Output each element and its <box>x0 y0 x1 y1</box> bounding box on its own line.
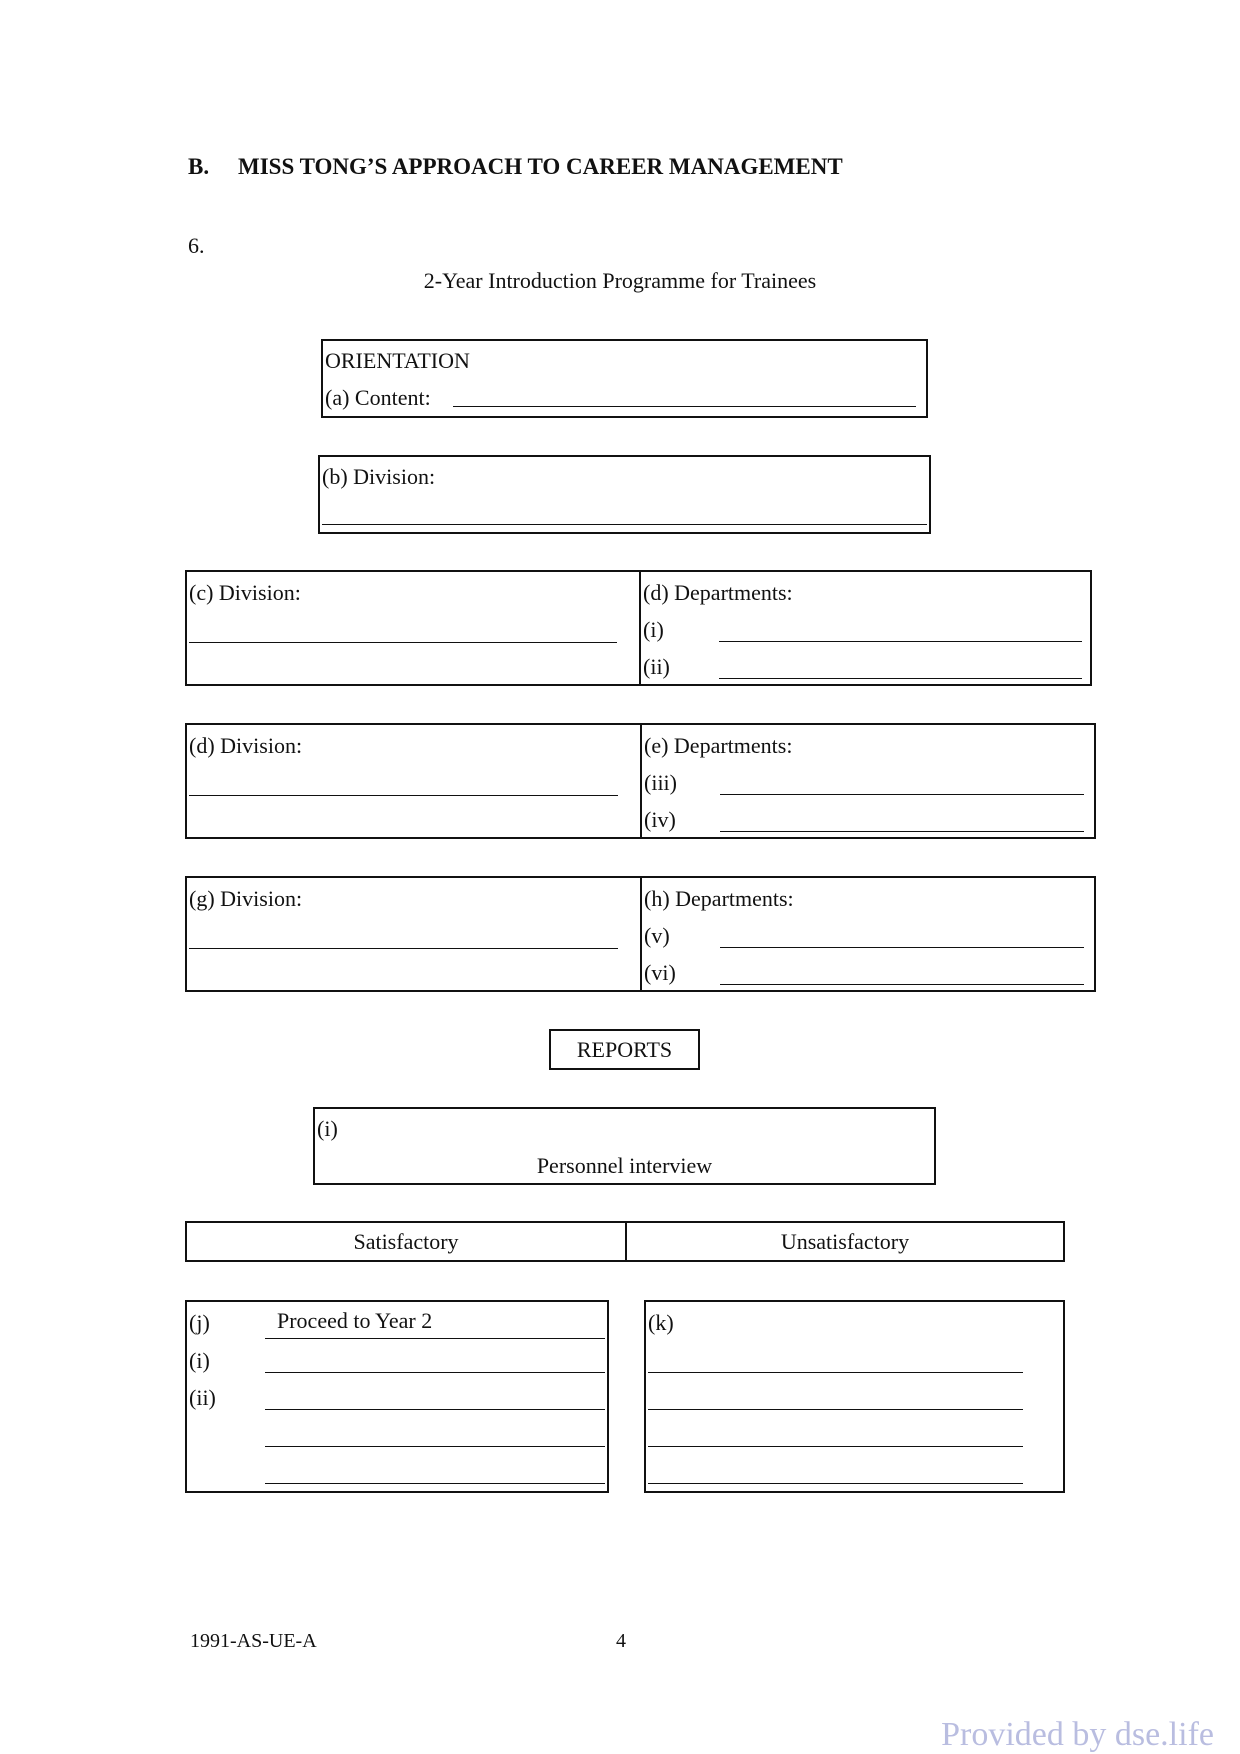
satisfactory-label: Satisfactory <box>353 1229 459 1254</box>
item-j-label: (j) <box>189 1310 210 1335</box>
item-2-label: (ii) <box>189 1385 216 1410</box>
interview-box <box>313 1107 936 1185</box>
satisfactory-answer-line[interactable] <box>265 1372 605 1373</box>
dept-answer-line[interactable] <box>719 678 1082 679</box>
satisfactory-box <box>185 1300 609 1493</box>
dept-item-row <box>643 648 1090 685</box>
division-g-label: (g) Division: <box>189 886 303 911</box>
dept-item-label: (iv) <box>644 807 676 832</box>
unsatisfactory-answer-line[interactable] <box>648 1446 1023 1447</box>
watermark: Provided by dse.life <box>941 1716 1214 1753</box>
division-row-2 <box>185 723 1096 839</box>
division-c-cell <box>187 572 641 684</box>
dept-item-label: (vi) <box>644 960 676 985</box>
dept-item-label: (v) <box>644 923 670 948</box>
dept-answer-line[interactable] <box>720 831 1084 832</box>
dept-item-label: (ii) <box>643 654 670 679</box>
outcomes-bar <box>185 1221 1065 1262</box>
satisfactory-answer-line[interactable] <box>265 1483 605 1484</box>
dept-item-row <box>644 801 1094 838</box>
dept-answer-line[interactable] <box>719 641 1082 642</box>
item-k-label: (k) <box>648 1310 674 1335</box>
departments-e-cell <box>642 725 1094 837</box>
page-number: 4 <box>616 1630 626 1652</box>
dept-answer-line[interactable] <box>720 794 1084 795</box>
dept-answer-line[interactable] <box>720 984 1084 985</box>
orientation-box <box>321 339 928 418</box>
paper-code: 1991-AS-UE-A <box>190 1630 317 1652</box>
division-b-answer-line[interactable] <box>322 524 927 525</box>
division-d-cell <box>187 725 642 837</box>
departments-d-label: (d) Departments: <box>643 580 793 605</box>
proceed-to-year-2: Proceed to Year 2 <box>265 1304 605 1339</box>
unsatisfactory-box <box>644 1300 1065 1493</box>
orientation-content-row <box>323 379 926 416</box>
section-heading <box>188 154 843 180</box>
division-b-label: (b) Division: <box>322 464 436 489</box>
satisfactory-answer-line[interactable] <box>265 1446 605 1447</box>
section-number: B. <box>188 154 210 179</box>
dept-answer-line[interactable] <box>720 947 1084 948</box>
programme-title: 2-Year Introduction Programme for Trainees <box>423 268 817 293</box>
division-d-label: (d) Division: <box>189 733 303 758</box>
unsatisfactory-cell <box>627 1223 1063 1260</box>
unsatisfactory-answer-line[interactable] <box>648 1409 1023 1410</box>
division-c-answer-line[interactable] <box>189 642 617 643</box>
unsatisfactory-answer-line[interactable] <box>648 1483 1023 1484</box>
dept-item-label: (iii) <box>644 770 677 795</box>
division-g-cell <box>187 878 642 990</box>
dept-item-row <box>644 764 1094 801</box>
content-answer-line[interactable] <box>453 406 916 407</box>
satisfactory-answer-line[interactable] <box>265 1409 605 1410</box>
question-number: 6. <box>188 233 205 258</box>
interview-item-label: (i) <box>317 1116 338 1141</box>
departments-e-label: (e) Departments: <box>644 733 793 758</box>
division-row-1 <box>185 570 1092 686</box>
dept-item-row <box>643 611 1090 648</box>
departments-d-cell <box>641 572 1090 684</box>
division-d-answer-line[interactable] <box>189 795 618 796</box>
content-label: (a) Content: <box>325 385 431 410</box>
dept-item-label: (i) <box>643 617 664 642</box>
division-c-label: (c) Division: <box>189 580 301 605</box>
section-title: MISS TONG’S APPROACH TO CAREER MANAGEMENT <box>238 154 843 179</box>
departments-h-label: (h) Departments: <box>644 886 794 911</box>
unsatisfactory-answer-line[interactable] <box>648 1372 1023 1373</box>
unsatisfactory-label: Unsatisfactory <box>780 1229 910 1254</box>
reports-box <box>549 1029 700 1070</box>
dept-item-row <box>644 917 1094 954</box>
dept-item-row <box>644 954 1094 991</box>
interview-text: Personnel interview <box>536 1153 713 1178</box>
departments-h-cell <box>642 878 1094 990</box>
reports-label: REPORTS <box>576 1037 673 1062</box>
division-g-answer-line[interactable] <box>189 948 618 949</box>
item-1-label: (i) <box>189 1348 210 1373</box>
division-row-3 <box>185 876 1096 992</box>
satisfactory-cell <box>187 1223 627 1260</box>
division-b-box <box>318 455 931 534</box>
orientation-title: ORIENTATION <box>325 348 470 373</box>
